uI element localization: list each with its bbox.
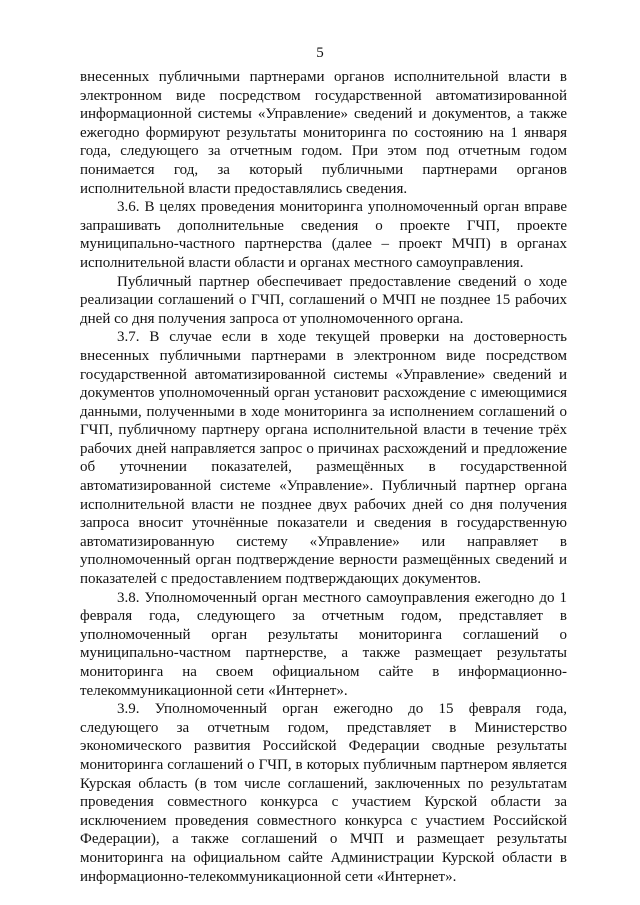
paragraph-3-7: 3.7. В случае если в ходе текущей проверки на достоверность внесенных публичными партнерами в электронном виде посредством государственной автоматизированной системы «Управление» сведений и документов уполномоченный орган установит расхождение с имеющимися данными, полученными в ходе мониторинга за исполнением соглашений о ГЧП, публичному партнеру органа исполнительной власти в течение трёх рабочих дней направляется запрос о причинах расхождений и предложение об уточнении показателей, размещённых в государственной автоматизированной системе «Управление». Публичный партнер органа исполнительной власти не позднее двух рабочих дней со дня получения запроса вносит уточнённые показатели и сведения в государственную автоматизированную систему «Управление» или направляет в уполномоченный орган подтверждение верности размещённых сведений и показателей с предоставлением подтверждающих документов. xyxy=(80,329,567,588)
paragraph-3-9: 3.9. Уполномоченный орган ежегодно до 15 февраля года, следующего за отчетным годом, представляет в Министерство экономического развития Российской Федерации сводные результаты мониторинга соглашений о ГЧП, в которых публичным партнером является Курская область (в том числе соглашений, заключенных по результатам проведения совместного конкурса с участием Курской области за исключением проведения совместного конкурса с участием Российской Федерации), а также соглашений о МЧП и размещает результаты мониторинга на официальном сайте Администрации Курской области в информационно-телекоммуникационной сети «Интернет». xyxy=(80,701,567,885)
paragraph-continuation: внесенных публичными партнерами органов исполнительной власти в электронном виде посредством государственной автоматизированной информационной системы «Управление» сведений и документов, а также ежегодно формируют результаты мониторинга по состоянию на 1 января года, следующего за отчетным годом. При этом под отчетным годом понимается год, за который публичными партнерами органов исполнительной власти предоставлялись сведения. xyxy=(80,69,567,197)
paragraph-3-6: 3.6. В целях проведения мониторинга уполномоченный орган вправе запрашивать дополнительные сведения о проекте ГЧП, проекте муниципально-частного партнерства (далее – проект МЧП) в органах исполнительной власти области и органах местного самоуправления. xyxy=(80,199,567,271)
document-body xyxy=(80,68,567,886)
paragraph-3-8: 3.8. Уполномоченный орган местного самоуправления ежегодно до 1 февраля года, следующего за отчетным годом, представляет в уполномоченный орган результаты мониторинга соглашений о муниципально-частном партнерстве, а также размещает результаты мониторинга на своем официальном сайте в информационно-телекоммуникационной сети «Интернет». xyxy=(80,589,567,699)
paragraph-public-partner: Публичный партнер обеспечивает предоставление сведений о ходе реализации соглашений о ГЧП, соглашений о МЧП не позднее 15 рабочих дней со дня получения запроса от уполномоченного органа. xyxy=(80,273,567,327)
page-number: 5 xyxy=(316,45,324,61)
